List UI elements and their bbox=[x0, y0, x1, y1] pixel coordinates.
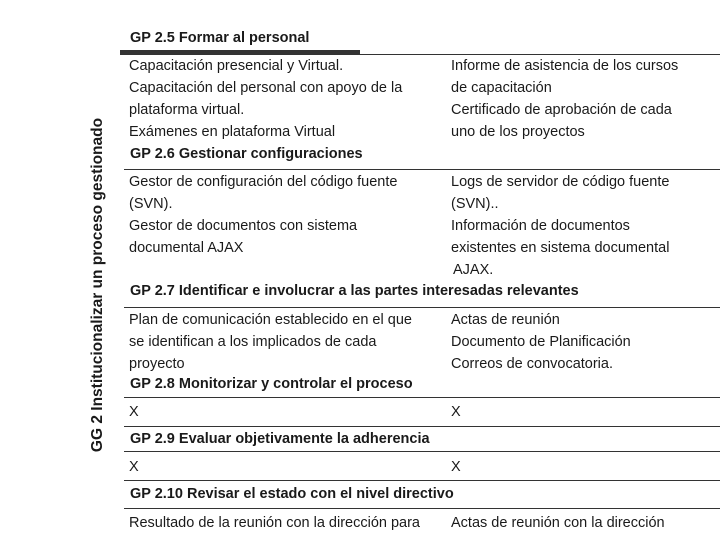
side-title-text: GG 2 Institucionalizar un proceso gestionado bbox=[89, 117, 107, 453]
row-divider bbox=[124, 307, 720, 308]
cell-line: proyecto bbox=[129, 356, 185, 372]
row-heading-gp-2-6: GP 2.6 Gestionar configuraciones bbox=[130, 146, 363, 162]
cell-line: se identifican a los implicados de cada bbox=[129, 334, 377, 350]
cell-line: Capacitación presencial y Virtual. bbox=[129, 58, 344, 74]
cell-line: Logs de servidor de código fuente bbox=[451, 174, 670, 190]
row-divider bbox=[124, 426, 720, 427]
cell-line: Gestor de configuración del código fuente bbox=[129, 174, 398, 190]
cell-line: uno de los proyectos bbox=[451, 124, 585, 140]
cell-line: Actas de reunión bbox=[451, 312, 560, 328]
cell-line: plataforma virtual. bbox=[129, 102, 245, 118]
cell-line: (SVN).. bbox=[451, 196, 499, 212]
row-divider bbox=[124, 397, 720, 398]
row-divider bbox=[124, 480, 720, 481]
row-divider bbox=[124, 169, 720, 170]
row-6-col-2: Actas de reunión con la dirección bbox=[451, 515, 665, 531]
cell-line: de capacitación bbox=[451, 80, 552, 96]
cell-line: existentes en sistema documental bbox=[451, 240, 670, 256]
row-3-col-1 bbox=[129, 309, 412, 375]
row-5-col-1: X bbox=[129, 459, 139, 475]
cell-line: Exámenes en plataforma Virtual bbox=[129, 124, 336, 140]
cell-line: Certificado de aprobación de cada bbox=[451, 102, 672, 118]
row-heading-gp-2-10: GP 2.10 Revisar el estado con el nivel directivo bbox=[130, 486, 454, 502]
row-1-col-1 bbox=[129, 55, 402, 143]
row-heading-gp-2-5: GP 2.5 Formar al personal bbox=[130, 30, 310, 46]
cell-line: documental AJAX bbox=[129, 240, 244, 256]
row-heading-gp-2-9: GP 2.9 Evaluar objetivamente la adherencia bbox=[130, 431, 430, 447]
row-4-col-2: X bbox=[451, 404, 461, 420]
cell-line: (SVN). bbox=[129, 196, 173, 212]
row-1-col-2 bbox=[451, 55, 678, 143]
cell-line: Correos de convocatoria. bbox=[451, 356, 613, 372]
cell-line: Capacitación del personal con apoyo de la bbox=[129, 80, 403, 96]
cell-line: Documento de Planificación bbox=[451, 334, 631, 350]
row-6-col-1: Resultado de la reunión con la dirección para bbox=[129, 515, 420, 531]
side-title bbox=[82, 50, 114, 520]
row-heading-gp-2-7: GP 2.7 Identificar e involucrar a las partes interesadas relevantes bbox=[130, 283, 579, 299]
cell-line: Plan de comunicación establecido en el que bbox=[129, 312, 412, 328]
row-divider bbox=[124, 451, 720, 452]
row-3-col-2 bbox=[451, 309, 631, 375]
cell-line: Informe de asistencia de los cursos bbox=[451, 58, 679, 74]
row-5-col-2: X bbox=[451, 459, 461, 475]
row-2-col-1 bbox=[129, 171, 397, 259]
row-divider bbox=[124, 508, 720, 509]
row-heading-gp-2-8: GP 2.8 Monitorizar y controlar el proceso bbox=[130, 376, 413, 392]
row-2-col-2 bbox=[451, 171, 691, 281]
cell-line: Gestor de documentos con sistema bbox=[129, 218, 358, 234]
row-4-col-1: X bbox=[129, 404, 139, 420]
cell-line: Información de documentos bbox=[451, 218, 630, 234]
cell-line: AJAX. bbox=[453, 262, 494, 278]
